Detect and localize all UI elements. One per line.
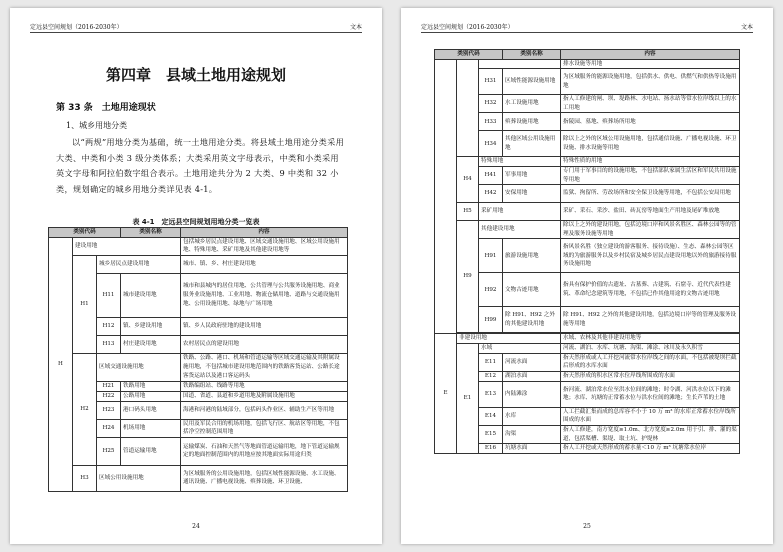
header-title: 定远县空间规划（2016-2030年） <box>421 24 514 31</box>
code-mid: H3 <box>73 465 97 491</box>
category-content: 河流、湖泊、水库、坑塘、沟渠、滩涂、冰川及永久积雪 <box>561 343 740 353</box>
category-content: 指天然形成或人工开挖河流常水位岸线之间的水面，不包括被堤坝拦截后形成的水库水面 <box>561 353 740 371</box>
category-name: 铁路用地 <box>121 381 181 391</box>
code-big: H <box>49 237 73 491</box>
category-name: 港口码头用地 <box>121 401 181 419</box>
category-content: 指人工修建，南方宽度≥1.0m、北方宽度≥2.0m 用于引、排、灌的渠道，包括渠槽、渠堤、取土坑、护堤林 <box>561 425 740 443</box>
category-name: 区域公用设施用地 <box>97 465 181 491</box>
category-content: 农村居民点的建设用地 <box>181 335 348 353</box>
category-content: 城市和县城内的居住用地、公共管理与公共服务设施用地、商业服务业设施用地、工业用地、物流仓储用地、道路与交通设施用地、公用设施用地、绿地与广场用地 <box>181 273 348 317</box>
category-name: 河流水面 <box>503 353 561 371</box>
table-row <box>435 113 740 131</box>
page-number: 24 <box>192 523 200 530</box>
code-small: E12 <box>479 371 503 381</box>
table-row <box>435 307 740 333</box>
category-name: 殡葬设施用地 <box>503 113 561 131</box>
category-name: 公路用地 <box>121 391 181 401</box>
code-mid: H5 <box>457 203 479 221</box>
table-row <box>435 334 740 344</box>
category-content: 铁路、公路、港口、机场和管道运输等区域交通运输及其附属设施用地，不包括城市建设用地范围内的铁路客货运站、公路长途客货运站以及港口客运码头 <box>181 353 348 381</box>
category-content: 指人工开挖或天然形成的蓄水量＜10 万 m³ 坑塘常水位岸 <box>561 444 740 454</box>
category-content: 特殊性质的用地 <box>561 157 740 167</box>
code-big: E <box>435 334 457 454</box>
table-row <box>435 239 740 273</box>
category-name: 镇、乡建设用地 <box>121 317 181 335</box>
category-content: 镇、乡人民政府驻地的建设用地 <box>181 317 348 335</box>
table-row <box>435 381 740 407</box>
table-row <box>435 343 740 353</box>
land-use-table-continued <box>434 49 740 454</box>
table-row <box>435 444 740 454</box>
header-name: 类别名称 <box>121 228 181 238</box>
table-row <box>49 353 348 381</box>
table-row <box>49 237 348 255</box>
category-content: 民用及军民合用的机场用地，包括飞行区、航站区等用地，不包括净空控制范围用地 <box>181 419 348 437</box>
category-content: 运输煤炭、石油和天然气等地面管道运输用地，地下管道运输规定的地面控制范围内的用地应按其地面实际用途归类 <box>181 437 348 465</box>
page-header <box>421 20 753 33</box>
category-content: 除 H91、H92 之外的其他建设用地，包括边境口岸等的管理及服务设施等用地 <box>561 307 740 333</box>
category-name: 村庄建设用地 <box>121 335 181 353</box>
category-content: 指陵园、墓地、殡葬场所用地 <box>561 113 740 131</box>
code-small: H92 <box>479 273 503 307</box>
category-name: 水域 <box>479 343 561 353</box>
code-small: H11 <box>97 273 121 317</box>
category-name: 坑塘水面 <box>503 444 561 454</box>
page-number: 25 <box>583 523 591 530</box>
category-name: 除 H91、H92 之外的其他建设用地 <box>503 307 561 333</box>
code-mid: H1 <box>73 255 97 353</box>
table-row <box>49 255 348 273</box>
article-heading: 第 33 条 土地用途现状 <box>56 103 156 113</box>
code-small: H22 <box>97 391 121 401</box>
chapter-title: 第四章 县域土地用途规划 <box>105 66 286 84</box>
category-content: 指天然形成的积水区常水位岸线所围成的水面 <box>561 371 740 381</box>
table-row <box>435 59 740 69</box>
table-row <box>435 425 740 443</box>
category-content: 指具有保护价值的古遗址、古墓葬、古建筑、石窟寺、近代代表性建筑、革命纪念建筑等用地，不包括已作其他用途的文物古迹用地 <box>561 273 740 307</box>
category-name: 内陆滩涂 <box>503 381 561 407</box>
category-name: 城市建设用地 <box>121 273 181 317</box>
category-content: 人工拦截汇集而成的总库容不小于 10 万 m³ 的水库正常蓄水位岸线所围成的水面 <box>561 407 740 425</box>
code-small: E15 <box>479 425 503 443</box>
category-content: 排水设施等用地 <box>561 59 740 69</box>
table-row <box>435 407 740 425</box>
category-name: 建设用地 <box>73 237 181 255</box>
table-row <box>435 221 740 239</box>
code-mid: H2 <box>73 353 97 465</box>
category-content: 城市、镇、乡、村庄建设用地 <box>181 255 348 273</box>
category-content: 除以上之外的建设用地，包括边境口岸和风景名胜区、森林公园等的管理及服务设施等用地 <box>561 221 740 239</box>
category-content: 为区域服务的能源设施用地，包括供水、供电、供燃气和供热等设施用地 <box>561 69 740 95</box>
category-name: 机场用地 <box>121 419 181 437</box>
land-use-table <box>48 227 348 492</box>
code-mid: H9 <box>457 221 479 333</box>
category-name: 非建设用地 <box>457 334 561 344</box>
header-name: 类别名称 <box>503 50 561 60</box>
header-content: 内容 <box>181 228 348 238</box>
header-label: 文本 <box>740 24 753 31</box>
code-small: H33 <box>479 113 503 131</box>
table-row <box>435 273 740 307</box>
category-content: 指河流、湖泊常水位至洪水位间的滩地；时令湖、河洪水位以下的滩地；水库、坑塘的正常蓄水位与洪水位间的滩地；生长芦苇的土地 <box>561 381 740 407</box>
category-content: 海港和河港的陆域部分，包括码头作业区、辅助生产区等用地 <box>181 401 348 419</box>
table-row <box>435 69 740 95</box>
header-label: 文本 <box>349 24 362 31</box>
code-small: H13 <box>97 335 121 353</box>
code-small: H91 <box>479 239 503 273</box>
category-content: 指人工修建的闸、坝、堤路林、水电站、扬水站等常水位岸线以上的水工用地 <box>561 95 740 113</box>
table-row <box>435 203 740 221</box>
category-content: 水域、农林及其他非建设用地等 <box>561 334 740 344</box>
code-small: H23 <box>97 401 121 419</box>
code-small: H12 <box>97 317 121 335</box>
category-name: 文物古迹用地 <box>503 273 561 307</box>
category-content: 国道、省道、县道和乡道用地及附属设施用地 <box>181 391 348 401</box>
category-name: 采矿用地 <box>479 203 561 221</box>
code-mid <box>457 59 479 157</box>
category-name <box>479 59 561 69</box>
code-small: E16 <box>479 444 503 454</box>
code-small: H32 <box>479 95 503 113</box>
category-name: 水工设施用地 <box>503 95 561 113</box>
category-content: 指风景名胜（独立建设的游客服务、接待设施）、生态、森林公园等区域的为旅游服务以及乡村民宿及城乡居民点建设用地以外的旅游接待服务设施用地 <box>561 239 740 273</box>
page-header <box>30 20 362 33</box>
category-name: 特殊用地 <box>479 157 561 167</box>
category-name: 其他建设用地 <box>479 221 561 239</box>
category-name: 军事用地 <box>503 166 561 184</box>
category-content: 包括城乡居民点建设用地、区域交通设施用地、区域公用设施用地、特殊用地、采矿用地及其他建设用地等 <box>181 237 348 255</box>
table-row <box>435 185 740 203</box>
category-name: 区域交通设施用地 <box>97 353 181 381</box>
category-name: 管道运输用地 <box>121 437 181 465</box>
code-small: H34 <box>479 131 503 157</box>
category-name: 旅游设施用地 <box>503 239 561 273</box>
category-name: 安保用地 <box>503 185 561 203</box>
body-paragraph: 以“两规”用地分类为基础，统一土地用途分类。将县域土地用途分类采用大类、中类和小类 3 级分类体系；大类采用英文字母表示，中类和小类采用英文字母和阿拉伯数字组合表示。土地用途共分为 2 大类、9 中类和 32 小类，规划确定的城乡用地分类详见表 4-1。 <box>56 137 345 194</box>
category-content: 监狱、拘留所、劳改场所和安全保卫设施等用地，不包括公安局用地 <box>561 185 740 203</box>
code-small: H21 <box>97 381 121 391</box>
right-page <box>401 8 773 544</box>
table-header-row <box>435 50 740 60</box>
table-row <box>435 371 740 381</box>
category-name: 湖泊水面 <box>503 371 561 381</box>
code-small: E13 <box>479 381 503 407</box>
code-mid: H4 <box>457 157 479 203</box>
table-header-row <box>49 228 348 238</box>
table-row <box>435 353 740 371</box>
code-small: E14 <box>479 407 503 425</box>
category-name: 沟渠 <box>503 425 561 443</box>
table-caption: 表 4-1 定远县空间规划用地分类一览表 <box>132 218 260 226</box>
code-small: H31 <box>479 69 503 95</box>
code-small: H41 <box>479 166 503 184</box>
left-page <box>10 8 382 544</box>
table-row <box>435 166 740 184</box>
category-content: 采矿、采石、采沙、盐田、砖瓦窑等地面生产用地及尾矿堆放地 <box>561 203 740 221</box>
code-small: H25 <box>97 437 121 465</box>
table-row <box>435 157 740 167</box>
category-content: 除以上之外的区域公用设施用地，包括通信设施、广播电视设施、环卫设施、排水设施等用地 <box>561 131 740 157</box>
header-title: 定远县空间规划（2016-2030年） <box>30 24 123 31</box>
code-big <box>435 59 457 334</box>
code-mid: E1 <box>457 343 479 453</box>
category-content: 为区域服务的公用设施用地，包括区域性能源设施、水工设施、通讯设施、广播电视设施、殡葬设施、环卫设施、 <box>181 465 348 491</box>
table-row <box>49 465 348 491</box>
section-heading: 1、城乡用地分类 <box>66 121 128 130</box>
code-small: H42 <box>479 185 503 203</box>
category-name: 水库 <box>503 407 561 425</box>
header-code: 类别代码 <box>49 228 121 238</box>
category-name: 区域性能源设施用地 <box>503 69 561 95</box>
category-name: 其他区域公用设施用地 <box>503 131 561 157</box>
category-name: 城乡居民点建设用地 <box>97 255 181 273</box>
code-small: H99 <box>479 307 503 333</box>
header-content: 内容 <box>561 50 740 60</box>
code-small: E11 <box>479 353 503 371</box>
table-row <box>435 95 740 113</box>
category-content: 铁路编组站、线路等用地 <box>181 381 348 391</box>
category-content: 专门用于军事目的的设施用地，不包括部队家属生活区和军民共用设施等用地 <box>561 166 740 184</box>
header-code: 类别代码 <box>435 50 503 60</box>
code-small: H24 <box>97 419 121 437</box>
table-row <box>435 131 740 157</box>
